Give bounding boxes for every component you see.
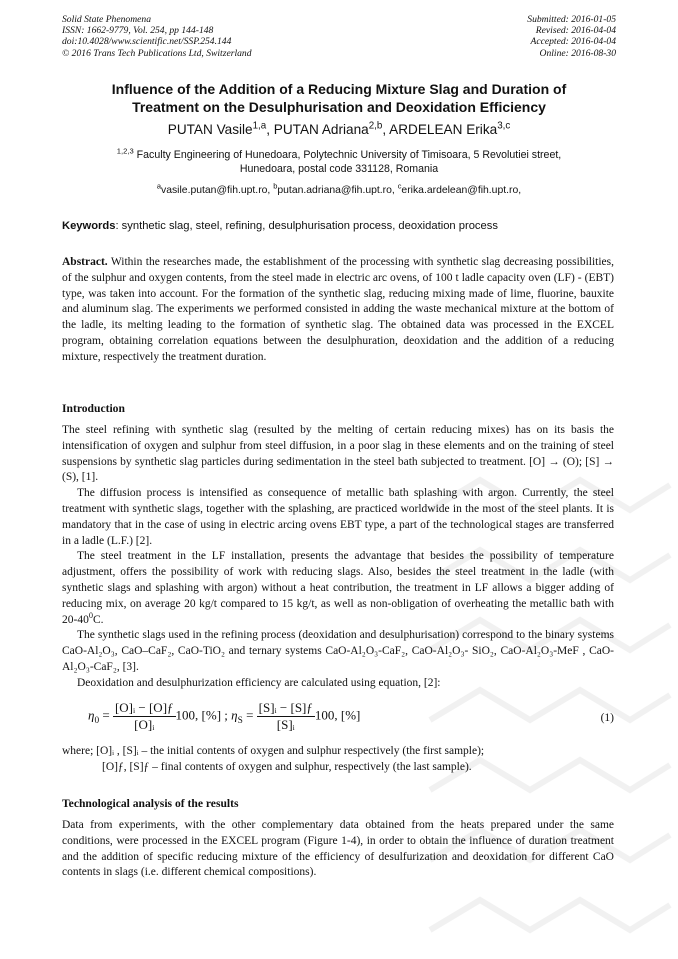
introduction-section [62,423,614,692]
title-line-1: Influence of the Addition of a Reducing Mixture Slag and Duration of [111,81,567,97]
abstract-text: Within the researches made, the establishment of the processing with synthetic slag decreasing possibilities, of the sulphur and oxygen contents, from the steel made in electric arc ovens, of 100 t ladle capacity oven (LF) - (EBT) type, was taken into account. For the formation of the synthetic slag, reducing mixing made of lime, fluorine, bauxite and aluminum slag. The experiments we performed consisted in adding the waste mechanical mixture at the bottom of the ladle, its melting leading to the formation of synthetic slag. The obtained data was processed in the EXCEL program, obtaining correlation equations between the desulphuration, deoxidation and the addition of a reducing mixture, respectively the treatment duration. [62,256,614,363]
affiliation-line-2: Hunedoara, postal code 331128, Romania [239,163,439,175]
paragraph: The diffusion process is intensified as consequence of metallic bath splashing with argon. Currently, the steel treatment with synthetic slags, together with the splashing, are practiced worldwide in the most of the steel plants. It is mandatory that in the case of using in electric arcing ovens EBT type, a part of the technological stages are transferred in a ladle (L.F.) [2]. [62,487,614,547]
eta-sub: 0 [94,716,100,727]
eta-sub: S [237,716,243,727]
email-link[interactable]: vasile.putan@fih.upt.ro, [161,185,274,196]
title-line-2: Treatment on the Desulphurisation and Deoxidation Efficiency [132,99,546,115]
legend-line: [O]ƒ, [S]ƒ – final contents of oxygen and sulphur, respectively (the last sample). [102,760,472,773]
journal-name: Solid State Phenomena [62,14,151,25]
numerator: [O]ᵢ − [O]ƒ [114,700,174,715]
section-heading-introduction: Introduction [62,402,125,415]
paragraph: The synthetic slags used in the refining process (deoxidation and desulphurisation) correspond to the binary systems CaO-Al₂O₃, CaO–CaF₂, CaO-TiO₂ and ternary systems CaO-Al₂O₃-CaF₂, CaO-Al₂O₃- SiO₂, CaO-Al₂O₃-MeF , CaO-Al₂O₃-CaF₂, [3]. [62,629,614,673]
legend-line: where; [O]ᵢ , [S]ᵢ – the initial contents of oxygen and sulphur respectively (the first sample); [62,745,485,757]
author-name: PUTAN Adriana [273,122,369,137]
author-sup: 3,c [497,120,511,132]
multiplier: 100, [%] [175,707,222,723]
header-right [527,14,616,59]
email-link[interactable]: erika.ardelean@fih.upt.ro, [401,185,522,196]
author-name: ARDELEAN Erika [389,122,498,137]
author-name: PUTAN Vasile [167,122,253,137]
equation-legend [62,744,614,776]
email-sup: b [273,181,278,191]
denominator: [O]ᵢ [134,717,155,732]
email-list [62,181,616,198]
multiplier: 100, [%] [314,707,361,723]
header-left [62,14,252,59]
email-link[interactable]: putan.adriana@fih.upt.ro, [277,185,398,196]
affiliation [62,148,616,176]
issn-line: ISSN: 1662-9779, Vol. 254, pp 144-148 [62,25,214,37]
equation-1 [62,698,614,742]
separator: ; [221,707,232,723]
email-sup: a [156,181,161,191]
keywords-text: : synthetic slag, steel, refining, desulphurisation process, deoxidation process [115,220,498,232]
equation-body: $\eta_0$ = $\frac{\text{[O]ᵢ − [O]ƒ}}{\text{[O]ᵢ}}$ 100, [%] ; $\eta_S$ = $\frac{\text{[S]ᵢ − [S]ƒ}}{\text{[S]ᵢ}}$ 100, [%] [88,700,361,732]
author-sup: 2,b [368,120,383,132]
affiliation-line-1: Faculty Engineering of Hunedoara, Polytechnic University of Timisoara, 5 Revolutiei street, [133,149,562,161]
author-list: PUTAN Vasile$^{1,a}$, PUTAN Adriana$^{2,b}$, ARDELEAN Erika$^{3,c}$ [167,120,511,137]
email-sup: c [397,181,402,191]
fraction-oxygen [113,700,176,733]
doi-line: doi:10.4028/www.scientific.net/SSP.254.144 [62,36,232,48]
paragraph-text: The steel treatment in the LF installation, presents the advantage that besides the possibility of temperature adjustment, offers the possibility of work with reducing slags. Also, besides the steel treatment in the ladle (with synthetic slags and splashing with argon) without a heat contribution, the treatment in LF allows a bigger adding of reducing mix, on average 20 kg/t compared to 15 kg/t, as well as non-obligation of overheating the metallic bath with 20-40 [62,550,614,626]
abstract [62,255,614,366]
paragraph: The steel refining with synthetic slag (resulted by the melting of certain reducing mixes) has on its basis the intensification of oxygen and sulphur from steel diffusion, in a poor slag in these elements and on the training of steel suspensions by synthetic slag particles during sedimentation in the steel bath subjected to treatment. [O] → (O); [S] → (S), [1]. [62,424,614,484]
keywords [62,219,616,233]
affiliation-sup: 1,2,3 [116,146,134,156]
copyright-line: © 2016 Trans Tech Publications Ltd, Switzerland [62,47,252,59]
keywords-label: Keywords [62,220,116,232]
submitted-date: Submitted: 2016-01-05 [527,14,616,25]
section-heading-technological-analysis: Technological analysis of the results [62,797,239,810]
degree-sup: 0 [88,610,93,620]
numerator: [S]ᵢ − [S]ƒ [258,700,313,715]
eta-symbol: η [231,707,238,723]
online-date: Online: 2016-08-30 [539,47,616,59]
eta-symbol: η [88,707,95,723]
abstract-label: Abstract. [62,256,108,268]
paragraph: Data from experiments, with the other complementary data obtained from the heats prepared under the same conditions, were processed in the EXCEL program (Figure 1-4), in order to obtain the influence of duration treatment and the addition of specific reducing mixture of the efficiency of desulfurization and deoxidation for different CaO contents in slags (i.e. different chemical compositions). [62,819,614,879]
author-sup: 1,a [252,120,267,132]
revised-date: Revised: 2016-04-04 [535,25,616,37]
paper-title [62,80,616,116]
accepted-date: Accepted: 2016-04-04 [530,36,616,48]
technological-section [62,818,614,881]
paragraph [62,549,614,628]
paragraph: Deoxidation and desulphurization efficiency are calculated using equation, [2]: [77,676,441,689]
denominator: [S]ᵢ [276,717,295,732]
paragraph-text: C. [92,613,104,626]
fraction-sulphur [257,700,315,733]
equation-number: (1) [600,712,614,724]
